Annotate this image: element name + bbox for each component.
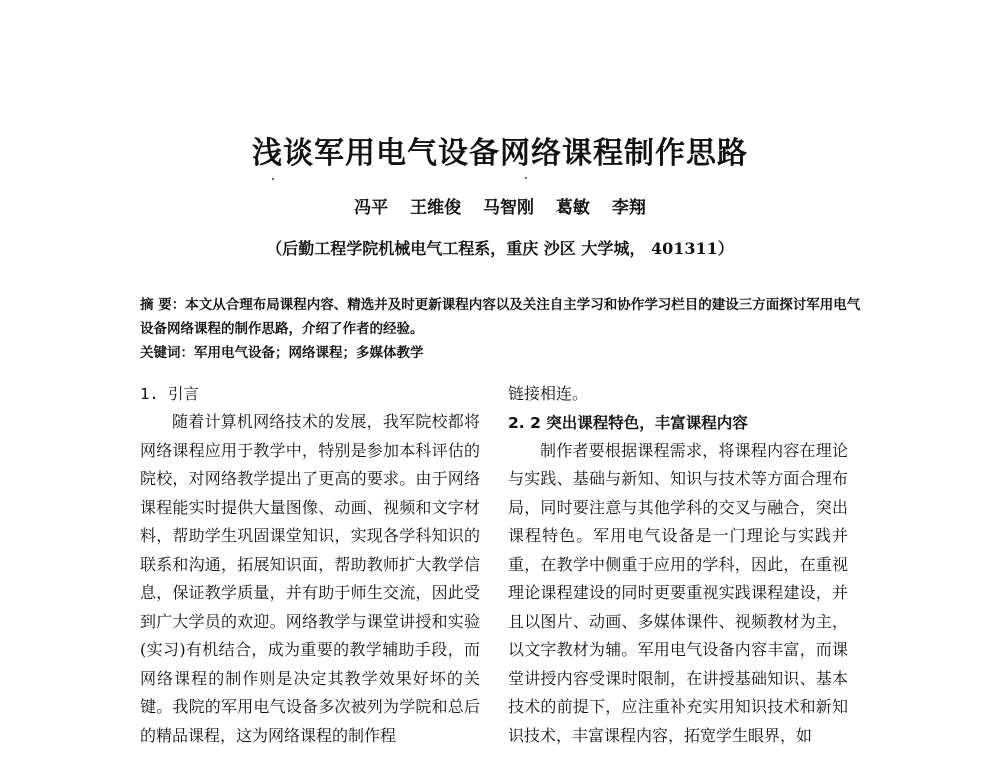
section-heading: 2. 2 突出课程特色，丰富课程内容	[508, 413, 748, 432]
section-heading: 1. 引言	[140, 385, 199, 403]
body-paragraph: 制作者要根据课程需求，将课程内容在理论与实践、基础与新知、知识与技术等方面合理布局，同时要注意与其他学科的交叉与融合，突出课程特色。军用电气设备是一门理论与实践并重，在教学中侧重于应用的学科，因此，在重视理论课程建设的同时更要重视实践课程建设，并且以图片、动画、多媒体课件、视频教材为主，以文字教材为辅。军用电气设备内容丰富，而课堂讲授内容受课时限制，在讲授基础知识、基本技术的前提下，应注重补充实用知识技术和新知识技术，丰富课程内容，拓宽学生眼界，如	[508, 440, 848, 745]
author-affiliation: （后勤工程学院机械电气工程系，重庆 沙区 大学城， 401311）	[266, 239, 734, 258]
continued-text: 链接相连。	[508, 384, 589, 403]
abstract-block	[140, 293, 870, 365]
paper-title: 浅谈军用电气设备网络课程制作思路	[252, 136, 748, 171]
author-name: 葛敏	[555, 198, 590, 218]
author-name: 王维俊	[410, 198, 462, 218]
author-name: 冯平	[354, 198, 389, 218]
body-paragraph: 随着计算机网络技术的发展，我军院校都将网络课程应用于教学中，特别是参加本科评估的院校，对网络教学提出了更高的要求。由于网络课程能实时提供大量图像、动画、视频和文字材料，帮助学生巩固课堂知识，实现各学科知识的联系和沟通，拓展知识面，帮助教师扩大教学信息，保证教学质量，并有助于师生交流，因此受到广大学员的欢迎。网络教学与课堂讲授和实验(实习)有机结合，成为重要的教学辅助手段，而网络课程的制作则是决定其教学效果好坏的关键。我院的军用电气设备多次被列为学院和总后的精品课程，这为网络课程的制作程	[140, 412, 480, 745]
scan-speck	[272, 178, 274, 180]
author-name: 马智刚	[483, 198, 534, 218]
scan-speck	[525, 177, 527, 179]
keywords-text: 关键词：军用电气设备；网络课程；多媒体教学	[140, 345, 424, 361]
left-column	[140, 380, 480, 750]
author-list	[0, 193, 1000, 218]
author-name: 李翔	[611, 198, 646, 218]
abstract-text: 摘 要：本文从合理布局课程内容、精选并及时更新课程内容以及关注自主学习和协作学习栏目的建设三方面探讨军用电气设备网络课程的制作思路，介绍了作者的经验。	[140, 297, 861, 337]
right-column	[508, 380, 848, 750]
